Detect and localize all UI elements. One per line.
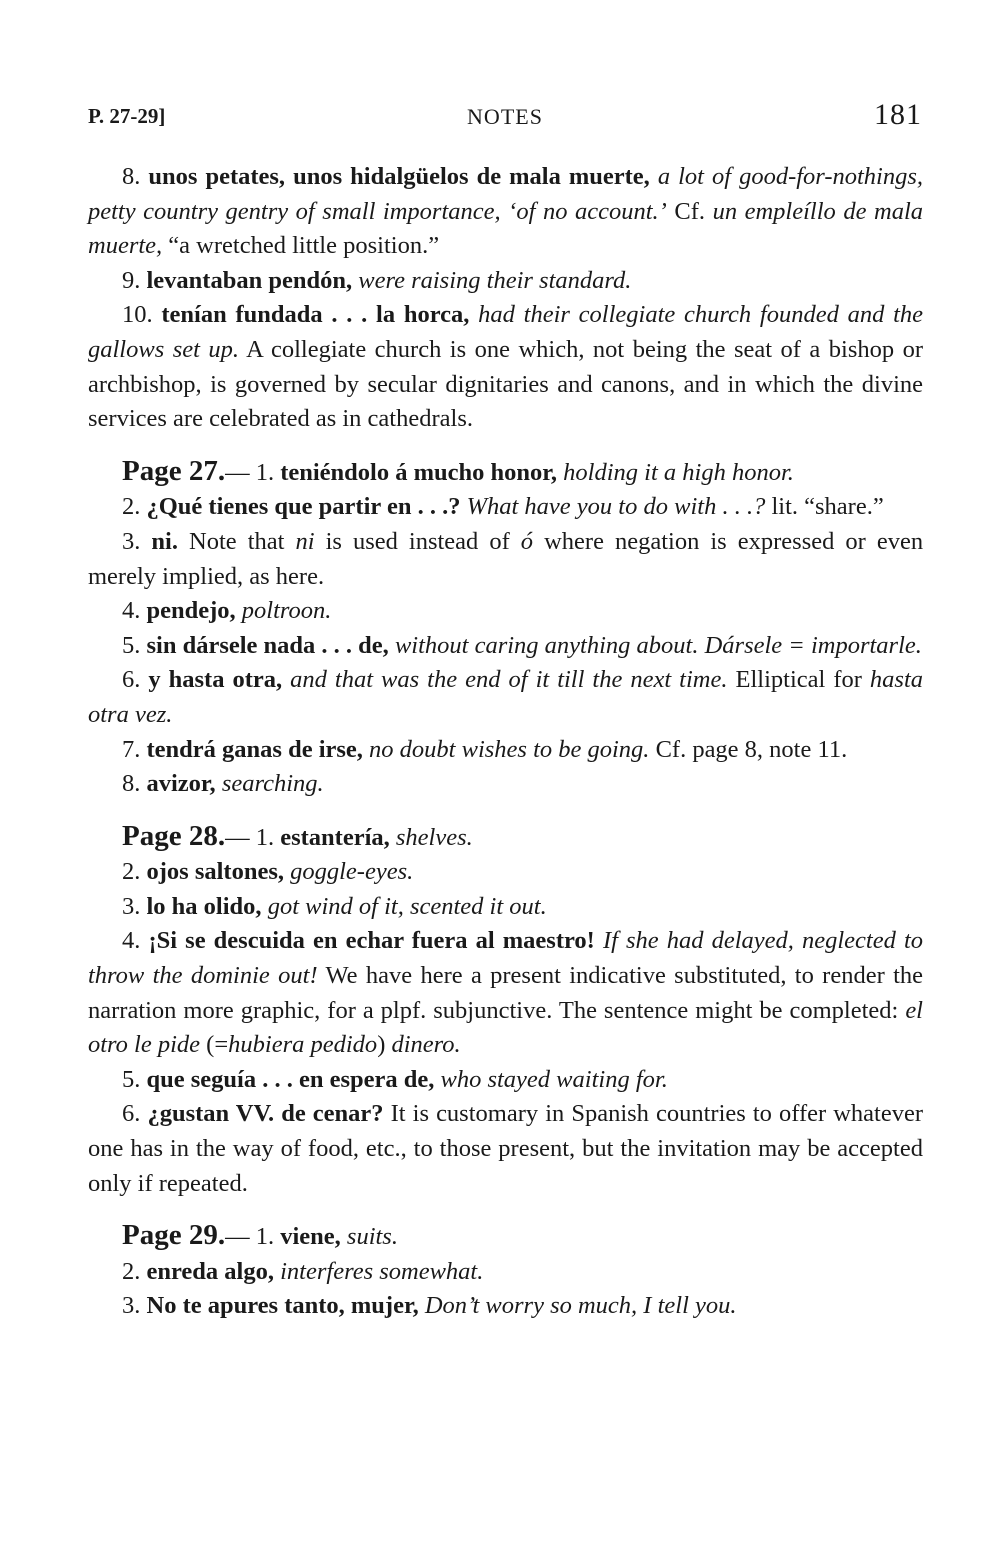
page-27-note-8: 8. avizor, searching. — [122, 770, 324, 798]
note-gloss: had their collegiate church founded and the gallows set up. — [88, 301, 924, 363]
page-29-note-2: 2. enreda algo, interferes somewhat. — [122, 1257, 484, 1285]
page-27-heading: Page 27. — [122, 454, 226, 487]
note-term: unos petates, unos hidalgüelos de mala muerte, — [148, 163, 650, 190]
page-27-note-5: 5. sin dársele nada . . . de, without caring anything about. Dársele = importarle. — [122, 631, 922, 659]
page-27-note-7: 7. tendrá ganas de irse, no doubt wishes to be going. Cf. page 8, note 11. — [122, 735, 848, 763]
page-28-note-5: 5. que seguía . . . en espera de, who stayed waiting for. — [122, 1065, 668, 1093]
page-28-heading: Page 28. — [122, 819, 226, 852]
page-28-note-3: 3. lo ha olido, got wind of it, scented it out. — [122, 892, 547, 920]
page-number: 181 — [874, 98, 922, 131]
page-27-note-1: Page 27.— 1. teniéndolo á mucho honor, holding it a high honor. — [122, 454, 794, 487]
page-title: NOTES — [467, 104, 543, 129]
page-29-heading: Page 29. — [122, 1219, 226, 1252]
page-27-note-3: 3. ni. Note that ni is used instead of ó where negation is expressed or even merely implied, as here. — [88, 527, 924, 590]
page-29-note-3: 3. No te apures tanto, mujer, Don’t worry so much, I tell you. — [122, 1292, 737, 1320]
note-8-p26: 8. unos petates, unos hidalgüelos de mala muerte, a lot of good-for-nothings, petty country gentry of small importance, ‘of no account.’ Cf. un empleíllo de mala muerte, “a wretched little position.” — [88, 163, 924, 260]
page-28-note-4: 4. ¡Si se descuida en echar fuera al maestro! If she had delayed, neglected to throw the dominie out! We have here a present indicative substituted, to render the narration more graphic, for a plpf. subjunctive. The sentence might be completed: el otro le pide (=hubiera pedido) dinero. — [88, 927, 924, 1059]
note-9-p26: 9. levantaban pendón, were raising their standard. — [122, 266, 632, 294]
page-27-note-2: 2. ¿Qué tienes que partir en . . .? What have you to do with . . .? lit. “share.” — [122, 493, 884, 521]
running-header — [88, 98, 922, 132]
note-term: levantaban pendón, — [146, 266, 353, 294]
section-reference: P. 27-29] — [88, 104, 166, 128]
note-10-p26: 10. tenían fundada . . . la horca, had their collegiate church founded and the gallows set up. A collegiate church is one which, not being the seat of a bishop or archbishop, is governed by secular dignitaries and canons, and in which the divine services are celebrated as in cathedrals. — [88, 301, 924, 433]
page-28-note-2: 2. ojos saltones, goggle-eyes. — [122, 858, 414, 886]
note-gloss: a lot of good-for-nothings, petty country gentry of small importance, ‘of no account.’ — [88, 163, 924, 225]
page-29-note-1: Page 29.— 1. viene, suits. — [122, 1219, 398, 1252]
page-27-note-4: 4. pendejo, poltroon. — [122, 597, 332, 625]
note-gloss: were raising their standard. — [358, 266, 632, 294]
page-28-note-6: 6. ¿gustan VV. de cenar? It is customary in Spanish countries to offer whatever one has in the way of food, etc., to those present, but the invitation may be accepted only if repeated. — [88, 1100, 924, 1197]
notes-body — [88, 160, 923, 1324]
page-27-note-6: 6. y hasta otra, and that was the end of it till the next time. Elliptical for hasta otra vez. — [88, 666, 924, 728]
note-term: tenían fundada . . . la horca, — [161, 301, 470, 329]
page-28-note-1: Page 28.— 1. estantería, shelves. — [122, 819, 473, 852]
